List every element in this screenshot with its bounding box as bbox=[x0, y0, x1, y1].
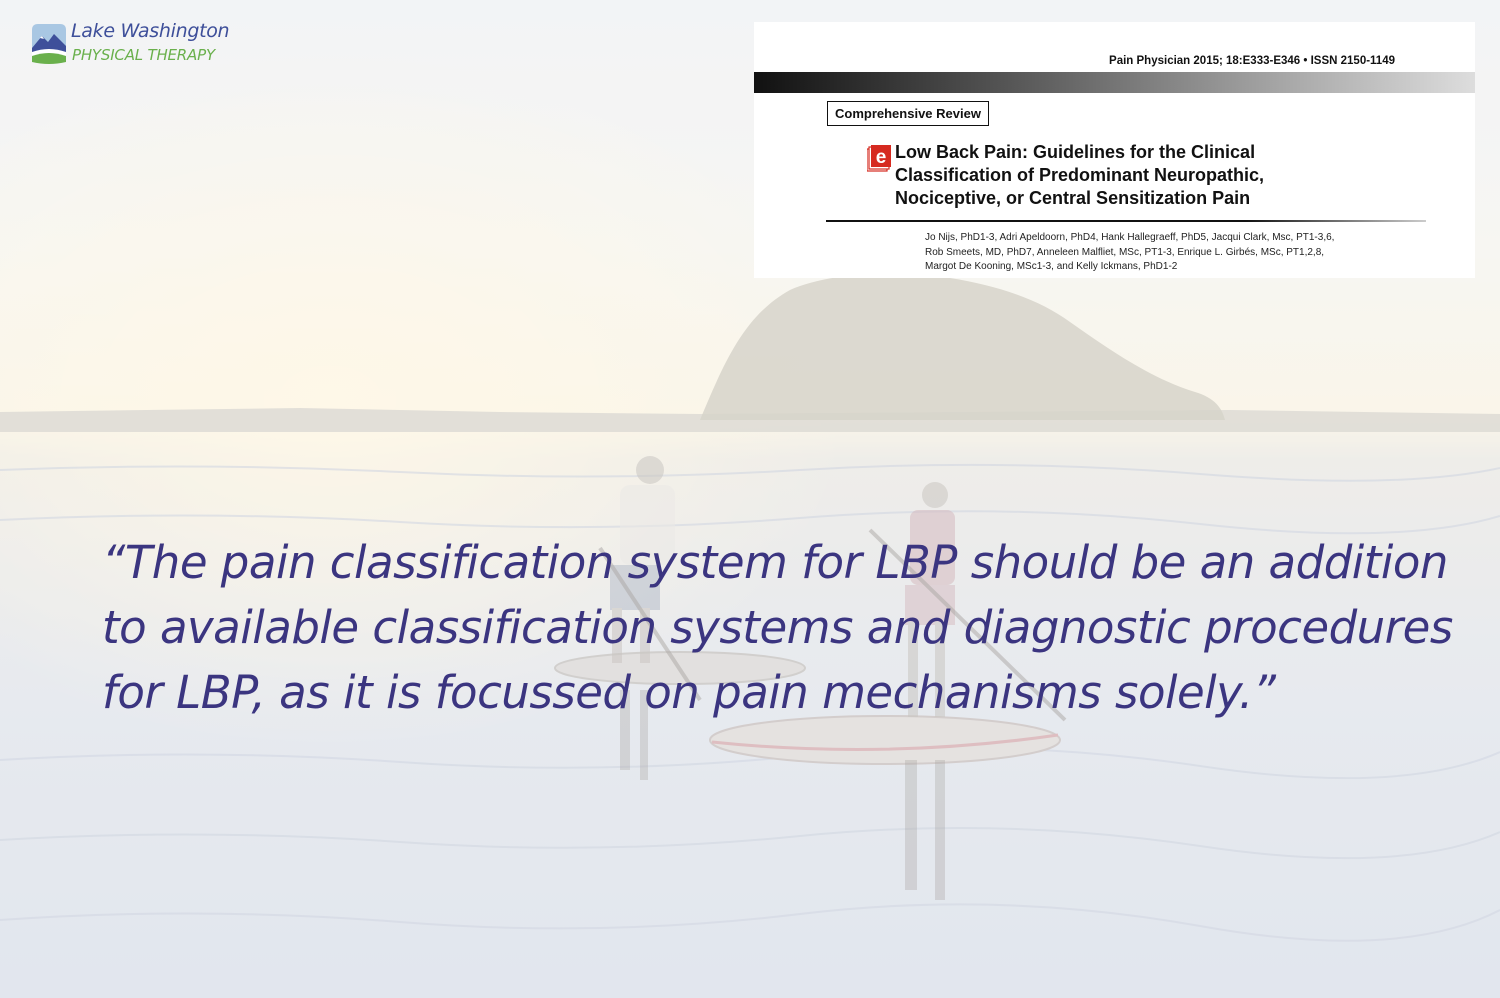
article-title-line: Classification of Predominant Neuropathic, bbox=[895, 165, 1265, 185]
author-line: Jo Nijs, PhD1-3, Adri Apeldoorn, PhD4, Hank Hallegraeff, PhD5, Jacqui Clark, Msc, PT1-3,6, bbox=[925, 232, 1335, 243]
article-type-badge: Comprehensive Review bbox=[827, 101, 989, 126]
quote-line: “The pain classification system for LBP should be an addition bbox=[102, 536, 1448, 589]
author-line: Rob Smeets, MD, PhD7, Anneleen Malfliet, MSc, PT1-3, Enrique L. Girbés, MSc, PT1,2,8, bbox=[925, 246, 1325, 258]
article-title-line: Low Back Pain: Guidelines for the Clinical bbox=[895, 142, 1256, 162]
author-line: Margot De Kooning, MSc1-3, and Kelly Ickmans, PhD1-2 bbox=[925, 261, 1178, 272]
quote-line: for LBP, as it is focussed on pain mechanisms solely.” bbox=[102, 666, 1276, 719]
header-gradient-bar bbox=[754, 72, 1475, 93]
quote-line: to available classification systems and diagnostic procedures bbox=[102, 601, 1453, 654]
paper-excerpt bbox=[754, 22, 1475, 278]
article-title bbox=[895, 141, 1435, 210]
title-divider bbox=[826, 220, 1426, 222]
author-list bbox=[925, 231, 1334, 275]
article-title-line: Nociceptive, or Central Sensitization Pain bbox=[895, 188, 1251, 208]
svg-text:e: e bbox=[875, 147, 887, 168]
logo-name: Lake Washington bbox=[71, 20, 230, 42]
logo-subtitle: PHYSICAL THERAPY bbox=[72, 46, 215, 64]
company-logo bbox=[30, 20, 260, 70]
e-publication-icon bbox=[867, 143, 893, 173]
pull-quote bbox=[102, 530, 1462, 725]
journal-citation: Pain Physician 2015; 18:E333-E346 • ISSN 2150-1149 bbox=[1109, 55, 1395, 67]
logo-mountain-icon bbox=[30, 22, 68, 64]
